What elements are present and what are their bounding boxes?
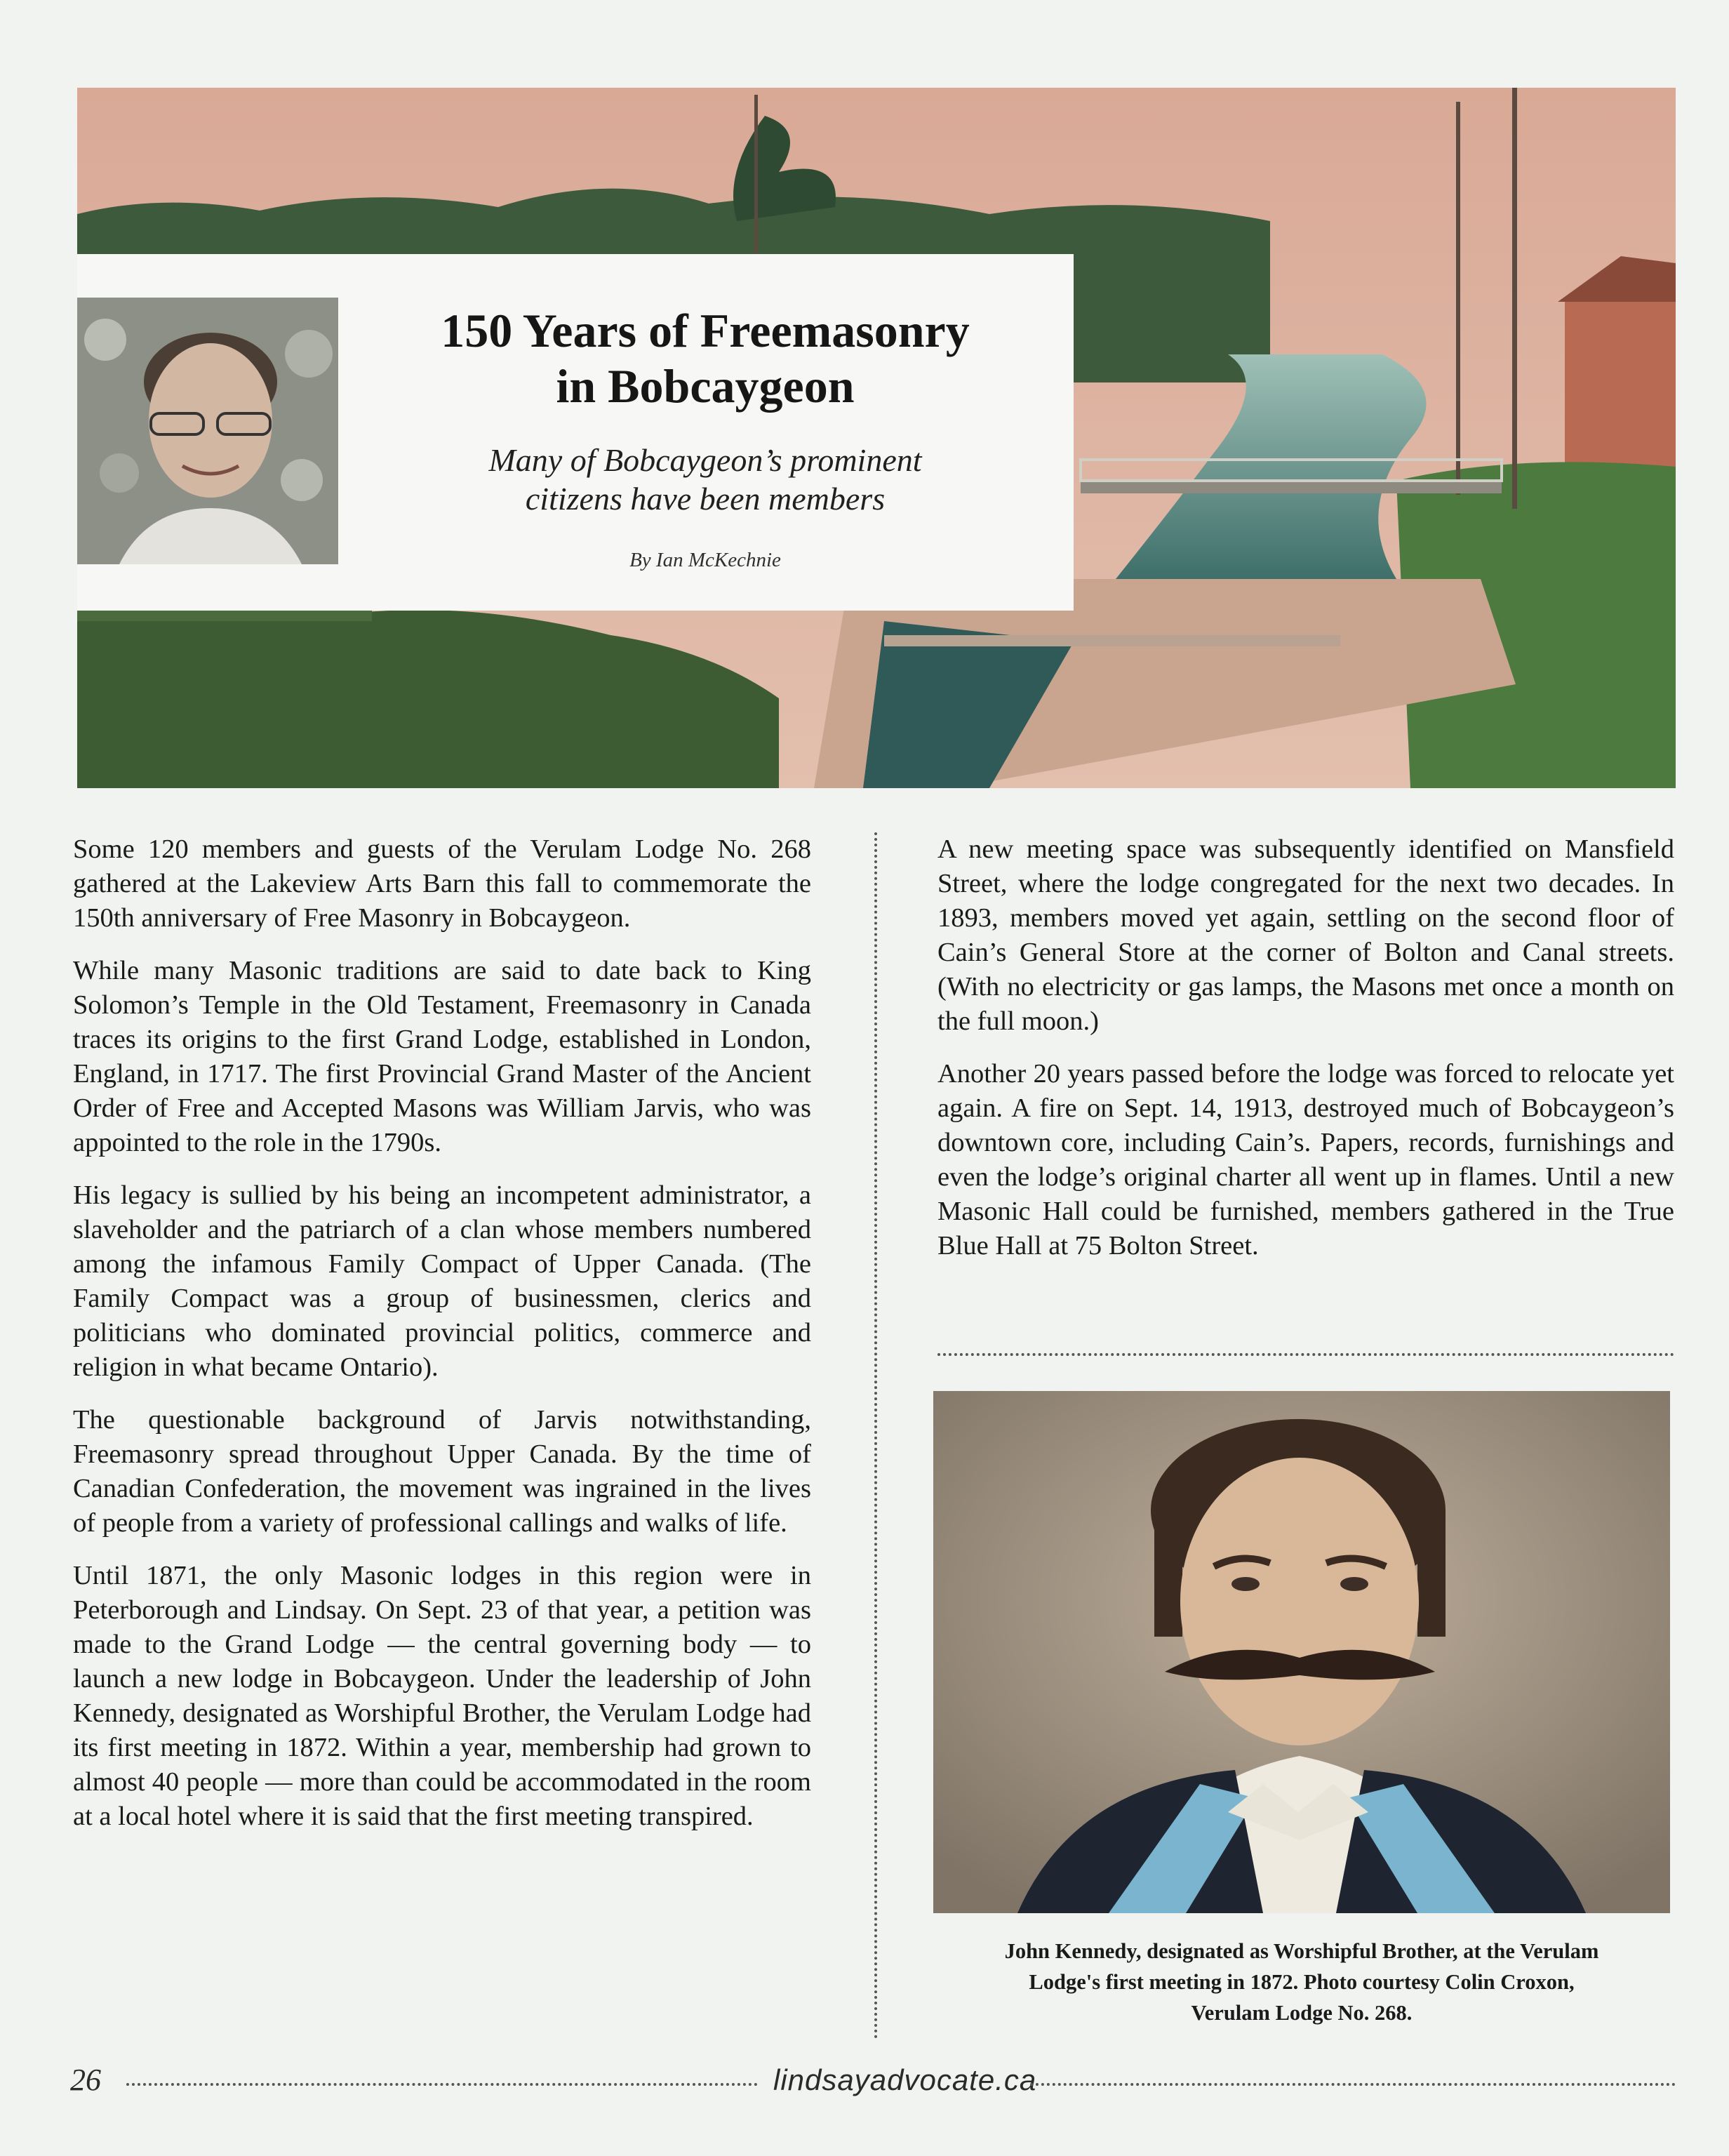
footer-rule-left xyxy=(126,2083,758,2086)
byline: By Ian McKechnie xyxy=(629,549,781,572)
portrait-john-kennedy xyxy=(933,1391,1670,1913)
article-subhead xyxy=(344,441,1067,518)
caption-line-3: Verulam Lodge No. 268. xyxy=(1191,2001,1413,2025)
paragraph: Another 20 years passed before the lodge was forced to relocate yet again. A fire on Sept. 14, 1913, destroyed much of Bobcaygeon’s downtown core, including Cain’s. Papers, records, furnishings and even the lodge’s original charter all went up in flames. Until a new Masonic Hall could be furnished, members gathered in the True Blue Hall at 75 Bolton Street. xyxy=(937,1059,1674,1260)
subhead-line-1: Many of Bobcaygeon’s prominent xyxy=(488,441,922,478)
photo-caption xyxy=(933,1936,1670,2028)
page-number: 26 xyxy=(70,2063,101,2097)
column-divider xyxy=(874,832,877,2039)
subhead-line-2: citizens have been members xyxy=(525,480,886,517)
paragraph: Some 120 members and guests of the Verulam Lodge No. 268 gathered at the Lakeview Arts Barn this fall to commemorate the 150th anniversary of Free Masonry in Bobcaygeon. xyxy=(73,834,811,933)
paragraph: His legacy is sullied by his being an incompetent administrator, a slaveholder and the patriarch of a clan whose members numbered among the infamous Family Compact of Upper Canada. (The Family Compact was a group of businessmen, clerics and politicians who dominated provincial politics, commerce and religion in what became Ontario). xyxy=(73,1180,811,1382)
paragraph: A new meeting space was subsequently identified on Mansfield Street, where the lodge congregated for the next two decades. In 1893, members moved yet again, settling on the second floor of Cain’s General Store at the corner of Bolton and Canal streets. (With no electricity or gas lamps, the Masons met once a month on the full moon.) xyxy=(937,834,1674,1036)
title-block xyxy=(344,303,1067,572)
caption-line-2: Lodge's first meeting in 1872. Photo courtesy Colin Croxon, xyxy=(1029,1970,1575,1994)
headline-line-2: in Bobcaygeon xyxy=(556,359,855,413)
paragraph: The questionable background of Jarvis notwithstanding, Freemasonry spread throughout Upper Canada. By the time of Canadian Confederation, the movement was ingrained in the lives of people from a variety of professional callings and walks of life. xyxy=(73,1405,811,1538)
headline-line-1: 150 Years of Freemasonry xyxy=(441,304,970,357)
title-box xyxy=(77,254,1074,611)
caption-line-1: John Kennedy, designated as Worshipful Brother, at the Verulam xyxy=(1004,1939,1599,1963)
site-url: lindsayadvocate.ca xyxy=(773,2063,1037,2096)
page-footer xyxy=(70,2062,1677,2104)
right-column xyxy=(937,832,1674,1282)
footer-rule-right xyxy=(1030,2083,1676,2086)
left-column xyxy=(73,832,811,1852)
author-photo xyxy=(77,298,338,564)
paragraph: Until 1871, the only Masonic lodges in this region were in Peterborough and Lindsay. On Sept. 23 of that year, a petition was made to the Grand Lodge — the central governing body — to launch a new lodge in Bobcaygeon. Under the leadership of John Kennedy, designated as Worshipful Brother, the Verulam Lodge had its first meeting in 1872. Within a year, membership had grown to almost 40 people — more than could be accommodated in the room at a local hotel where it is said that the first meeting transpired. xyxy=(73,1561,811,1831)
paragraph: While many Masonic traditions are said to date back to King Solomon’s Temple in the Old Testament, Freemasonry in Canada traces its origins to the first Grand Lodge, established in London, England, in 1717. The first Provincial Grand Master of the Ancient Order of Free and Accepted Masons was William Jarvis, who was appointed to the role in the 1790s. xyxy=(73,956,811,1157)
section-divider xyxy=(937,1353,1674,1356)
article-headline xyxy=(344,303,1067,414)
